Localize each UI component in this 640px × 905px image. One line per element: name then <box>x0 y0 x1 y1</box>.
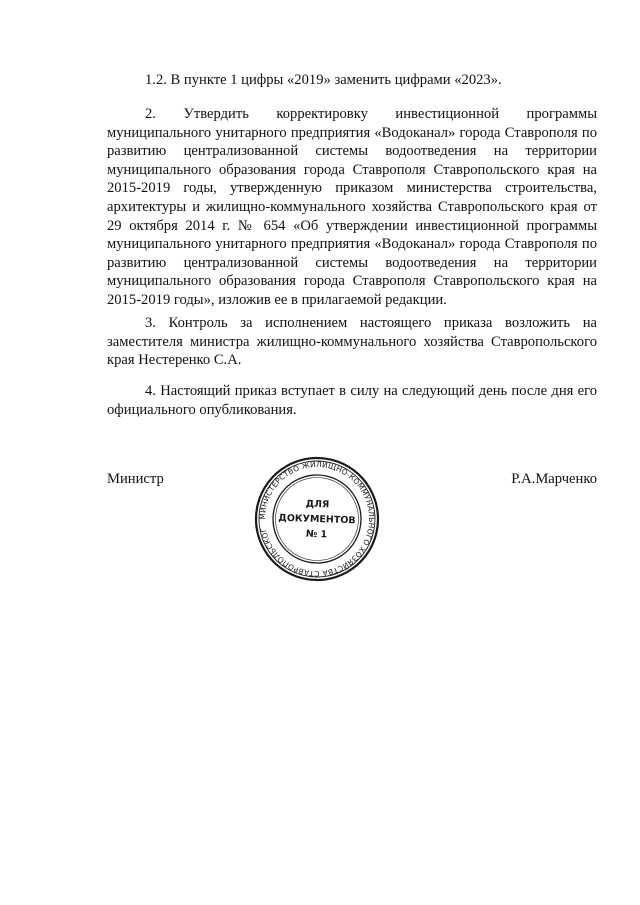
paragraph-4 <box>107 382 597 419</box>
stamp-seal-icon <box>247 454 387 584</box>
paragraph-text: 1.2. В пункте 1 цифры «2019» заменить цифрами «2023». <box>145 72 502 88</box>
paragraph-text: 3. Контроль за исполнением настоящего приказа возложить на заместителя министра жилищно-коммунального хозяйства Ставропольского края Нестеренко С.А. <box>107 315 597 369</box>
paragraph-3 <box>107 314 597 370</box>
official-stamp <box>247 454 387 584</box>
stamp-ring-text: МИНИСТЕРСТВО ЖИЛИЩНО-КОММУНАЛЬНОГО ХОЗЯЙСТВА СТАВРОПОЛЬСКОГО <box>257 459 377 579</box>
paragraph-text: 4. Настоящий приказ вступает в силу на следующий день после дня его официального опубликования. <box>107 383 597 418</box>
paragraph-1-2 <box>107 71 597 90</box>
stamp-center-line-1: ДЛЯ <box>305 498 330 511</box>
paragraph-2 <box>107 105 597 310</box>
stamp-center-line-2: ДОКУМЕНТОВ <box>278 512 356 527</box>
signatory-name: Р.А.Марченко <box>511 471 597 487</box>
signatory-title: Министр <box>107 471 164 487</box>
stamp-center-line-3: № 1 <box>305 528 328 541</box>
paragraph-text: 2. Утвердить корректировку инвестиционной программы муниципального унитарного предприятия «Водоканал» города Ставрополя по развитию централизованной системы водоотведения на территории муниципального образования города Ставрополя Ставропольского края на 2015-2019 годы, утвержденную приказом министерства строительства, архитектуры и жилищно-коммунального хозяйства Ставропольского края от 29 октября 2014 г. № 654 «Об утверждении инвестиционной программы муниципального унитарного предприятия «Водоканал» города Ставрополя по развитию централизованной системы водоотведения на территории муниципального образования города Ставрополя Ставропольского края на 2015-2019 годы», изложив ее в прилагаемой редакции. <box>107 106 597 308</box>
